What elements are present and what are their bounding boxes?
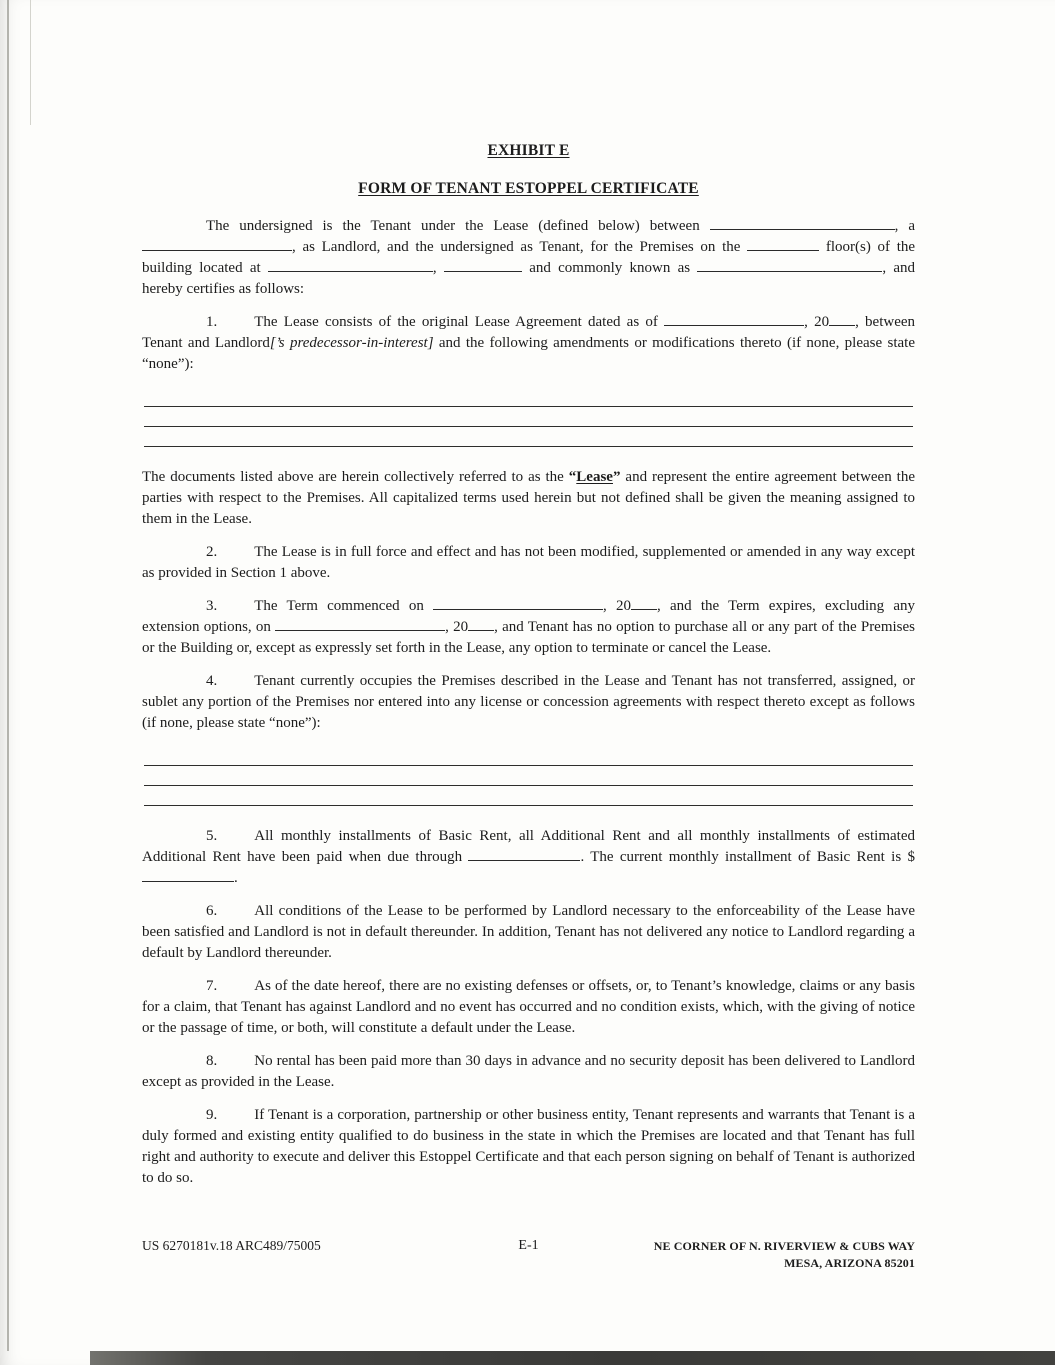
intro-text-1: The undersigned is the Tenant under the Lease (defined below) between <box>206 218 700 234</box>
paragraph-8-number: 8. <box>206 1053 218 1069</box>
page-footer <box>0 1238 1055 1272</box>
paragraph-5 <box>142 826 915 889</box>
paragraph-2-number: 2. <box>206 544 218 560</box>
blank-term-commencement-year <box>631 598 657 610</box>
paragraph-5-text-2: . The current monthly installment of Basic Rent is $ <box>580 849 916 865</box>
fill-in-line <box>144 387 913 407</box>
fill-in-line <box>144 766 913 786</box>
intro-text-3: , as Landlord, and the undersigned as Tenant, for the Premises on the <box>292 239 741 255</box>
paragraph-2 <box>142 542 915 584</box>
paragraph-7-number: 7. <box>206 978 218 994</box>
paragraph-1-text-4: and the following amendments or modifications thereto (if none, please state “none”): <box>142 335 915 372</box>
paragraph-1-text-2: , 20 <box>804 314 830 330</box>
property-address-line-2: MESA, ARIZONA 85201 <box>784 1256 915 1270</box>
paragraph-6 <box>142 901 915 964</box>
blank-landlord-entity-type <box>142 239 292 251</box>
intro-text-4: floor(s) of the building located at <box>142 239 916 276</box>
intro-paragraph <box>142 216 915 300</box>
lease-term-close-quote: ” <box>612 469 621 485</box>
paragraph-3-text-5: , and Tenant has no option to purchase all or any part of the Premises or the Building or, except as expressly set forth in the Lease, any option to terminate or cancel the Lease. <box>142 619 916 656</box>
paragraph-4-text: Tenant currently occupies the Premises described in the Lease and Tenant has not transferred, assigned, or sublet any portion of the Premises nor entered into any license or concession agreements with respect thereto except as follows (if none, please state “none”): <box>142 673 915 731</box>
intro-text-7: , and hereby certifies as follows: <box>142 260 916 297</box>
blank-landlord-name <box>710 218 895 230</box>
scan-artifact-bottom-bar <box>90 1351 1055 1365</box>
fill-in-line <box>144 746 913 766</box>
blank-basic-rent-amount <box>142 870 234 882</box>
blank-paid-through-date <box>468 849 580 861</box>
property-address <box>569 1238 916 1272</box>
scan-edge-line-faint <box>30 0 31 125</box>
document-title: FORM OF TENANT ESTOPPEL CERTIFICATE <box>358 180 699 197</box>
paragraph-3 <box>142 596 915 659</box>
blank-building-address <box>268 260 433 272</box>
lease-definition-paragraph <box>142 467 915 530</box>
blank-term-commencement-date <box>433 598 603 610</box>
blank-floor-number <box>747 239 819 251</box>
paragraph-1 <box>142 312 915 375</box>
paragraph-8 <box>142 1051 915 1093</box>
paragraph-3-text-1: The Term commenced on <box>254 598 424 614</box>
paragraph-1-text-3: , between Tenant and Landlord <box>142 314 916 351</box>
intro-text-6: and commonly known as <box>529 260 691 276</box>
property-address-line-1: NE CORNER OF N. RIVERVIEW & CUBS WAY <box>653 1239 915 1253</box>
scan-edge-line <box>7 0 9 1351</box>
blank-lease-date <box>664 314 804 326</box>
blank-term-expiration-year <box>468 619 494 631</box>
paragraph-3-number: 3. <box>206 598 218 614</box>
paragraph-4-number: 4. <box>206 673 218 689</box>
paragraph-4 <box>142 671 915 734</box>
paragraph-6-number: 6. <box>206 903 218 919</box>
subletting-fill-in-area <box>144 746 913 806</box>
paragraph-9 <box>142 1105 915 1189</box>
paragraph-2-text: The Lease is in full force and effect and has not been modified, supplemented or amended in any way except as provided in Section 1 above. <box>142 544 915 581</box>
document-number: US 6270181v.18 ARC489/75005 <box>142 1238 321 1253</box>
paragraph-9-text: If Tenant is a corporation, partnership or other business entity, Tenant represents and warrants that Tenant is a duly formed and existing entity qualified to do business in the state in which the Premises are located and that Tenant has full right and authority to execute and deliver this Estoppel Certificate and that each person signing on behalf of Tenant is authorized to do so. <box>142 1107 915 1186</box>
blank-lease-year <box>829 314 855 326</box>
paragraph-1-number: 1. <box>206 314 218 330</box>
paragraph-7 <box>142 976 915 1039</box>
paragraph-8-text: No rental has been paid more than 30 days in advance and no security deposit has been delivered to Landlord except as provided in the Lease. <box>142 1053 915 1090</box>
paragraph-5-text-1: All monthly installments of Basic Rent, all Additional Rent and all monthly installments of estimated Additional Rent have been paid when due through <box>142 828 915 865</box>
paragraph-3-text-2: , 20 <box>603 598 632 614</box>
paragraph-1-text-1: The Lease consists of the original Lease Agreement dated as of <box>254 314 658 330</box>
fill-in-line <box>144 786 913 806</box>
paragraph-3-text-4: , 20 <box>445 619 469 635</box>
lease-term: Lease <box>576 469 613 485</box>
paragraph-7-text: As of the date hereof, there are no existing defenses or offsets, or, to Tenant’s knowledge, claims or any basis for a claim, that Tenant has against Landlord and no event has occurred and no condition exists, which, with the giving of notice or the passage of time, or both, will constitute a default under the Lease. <box>142 978 915 1036</box>
lease-definition-text-2: and represent the entire agreement between the parties with respect to the Premises. All capitalized terms used herein but not defined shall be given the meaning assigned to them in the Lease. <box>142 469 915 527</box>
lease-definition-text-1: The documents listed above are herein collectively referred to as the <box>142 469 569 485</box>
lease-term-open-quote: “ <box>568 469 577 485</box>
paragraph-9-number: 9. <box>206 1107 218 1123</box>
exhibit-heading: EXHIBIT E <box>487 142 570 159</box>
paragraph-6-text: All conditions of the Lease to be performed by Landlord necessary to the enforceability of the Lease have been satisfied and Landlord is not in default thereunder. In addition, Tenant has not delivered any notice to Landlord regarding a default by Landlord thereunder. <box>142 903 915 961</box>
fill-in-line <box>144 427 913 447</box>
predecessor-in-interest-note: [’s predecessor-in-interest] <box>269 335 434 351</box>
blank-term-expiration-date <box>275 619 445 631</box>
intro-text-2: , a <box>894 218 916 234</box>
fill-in-line <box>144 407 913 427</box>
blank-building-common-name <box>697 260 882 272</box>
intro-text-5: , <box>432 260 437 276</box>
paragraph-5-text-3: . <box>234 870 238 886</box>
amendments-fill-in-area <box>144 387 913 447</box>
page-number: E-1 <box>518 1238 539 1253</box>
paragraph-5-number: 5. <box>206 828 218 844</box>
paragraph-3-text-3: , and the Term expires, excluding any extension options, on <box>142 598 916 635</box>
blank-building-city <box>444 260 522 272</box>
